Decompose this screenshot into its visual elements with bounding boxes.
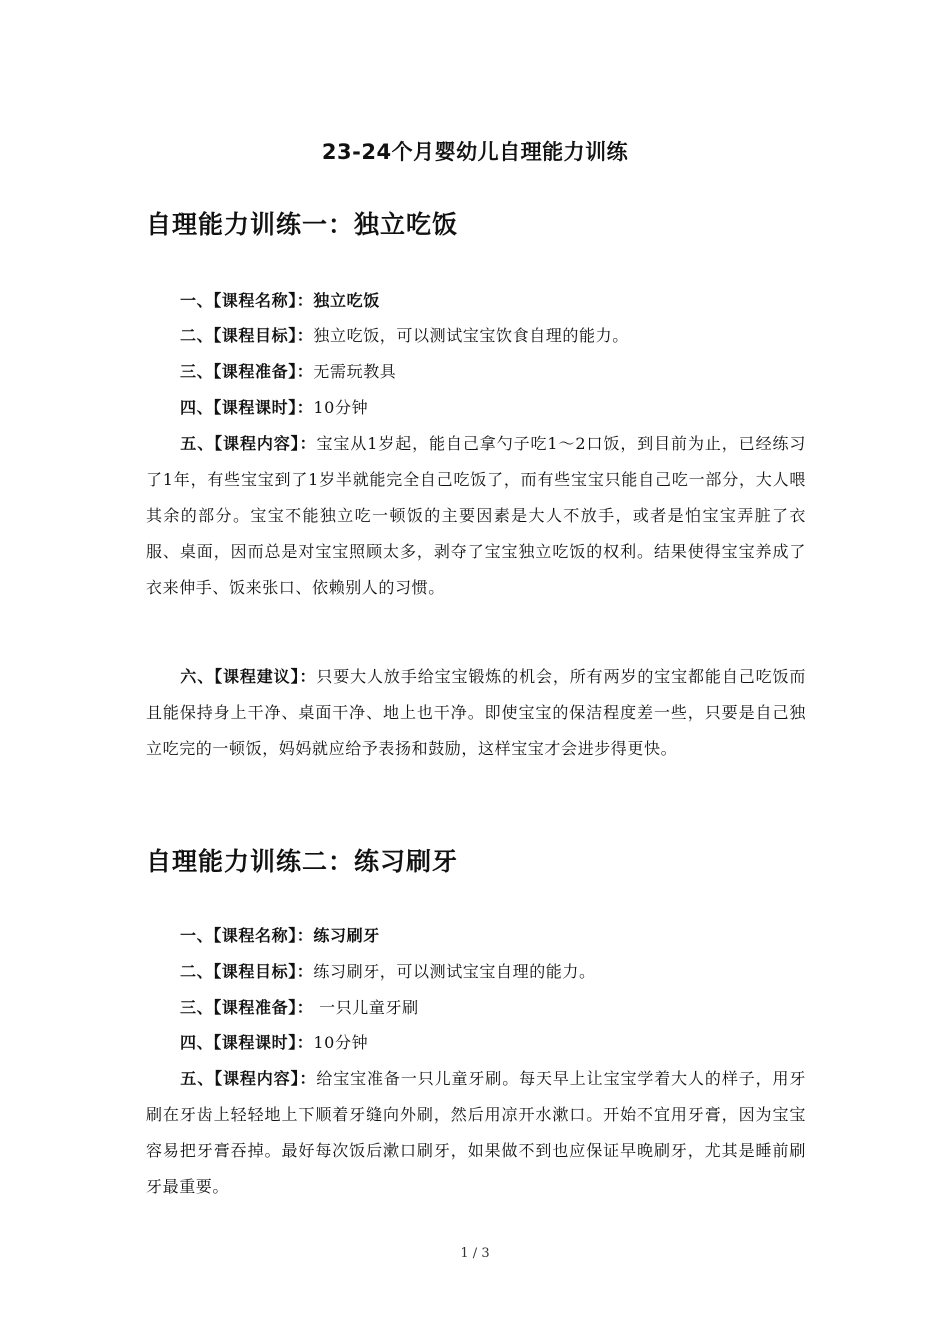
item-text: 独立吃饭 — [313, 291, 380, 310]
course-item — [146, 354, 806, 390]
item-number: 六、 — [180, 667, 215, 686]
item-number: 五、 — [180, 434, 215, 453]
item-number: 五、 — [180, 1069, 215, 1088]
section-heading: 自理能力训练二：练习刷牙 — [146, 847, 459, 876]
item-text: 无需玩教具 — [313, 362, 397, 381]
item-label: 【课程目标】： — [213, 326, 314, 345]
item-number: 四、 — [180, 1033, 214, 1052]
item-text: 练习刷牙 — [313, 926, 380, 945]
course-item — [146, 954, 806, 990]
item-text: 10分钟 — [313, 1033, 369, 1052]
item-label: 【课程准备】： — [213, 362, 314, 381]
section-heading: 自理能力训练一：独立吃饭 — [146, 210, 459, 239]
item-label: 【课程内容】： — [214, 434, 317, 453]
item-text: 宝宝从1岁起，能自己拿勺子吃1～2口饭，到目前为止，已经练习了1年，有些宝宝到了1岁半就能完全自己吃饭了，而有些宝宝只能自己吃一部分，大人喂其余的部分。宝宝不能独立吃一顿饭的主要因素是大人不放手，或者是怕宝宝弄脏了衣服、桌面，因而总是对宝宝照顾太多，剥夺了宝宝独立吃饭的权利。结果使得宝宝养成了衣来伸手、饭来张口、依赖别人的习惯。 — [146, 434, 807, 597]
document-title: 23-24个月婴幼儿自理能力训练 — [321, 140, 629, 164]
item-text: 10分钟 — [313, 398, 369, 417]
item-label: 【课程名称】： — [213, 926, 314, 945]
item-number: 二、 — [180, 326, 214, 345]
item-text: 给宝宝准备一只儿童牙刷。每天早上让宝宝学着大人的样子，用牙刷在牙齿上轻轻地上下顺着牙缝向外刷，然后用凉开水漱口。开始不宜用牙膏，因为宝宝容易把牙膏吞掉。最好每次饭后漱口刷牙，如果做不到也应保证早晚刷牙，尤其是睡前刷牙最重要。 — [146, 1069, 807, 1196]
course-item — [146, 1061, 806, 1205]
item-label: 【课程准备】： — [213, 998, 314, 1017]
course-item — [146, 283, 806, 319]
item-text: 练习刷牙，可以测试宝宝自理的能力。 — [313, 962, 596, 981]
course-item — [146, 318, 806, 354]
item-text: 独立吃饭，可以测试宝宝饮食自理的能力。 — [313, 326, 629, 345]
item-number: 一、 — [180, 291, 214, 310]
course-item — [146, 426, 806, 606]
item-label: 【课程课时】： — [213, 1033, 314, 1052]
item-number: 二、 — [180, 962, 214, 981]
item-number: 三、 — [180, 362, 214, 381]
course-item — [146, 1025, 806, 1061]
item-label: 【课程课时】： — [213, 398, 314, 417]
course-item — [146, 390, 806, 426]
item-number: 一、 — [180, 926, 214, 945]
course-item — [146, 990, 806, 1026]
item-label: 【课程建议】： — [214, 667, 317, 686]
item-label: 【课程目标】： — [213, 962, 314, 981]
page-number: 1 / 3 — [460, 1246, 490, 1261]
course-item — [146, 659, 806, 767]
course-item — [146, 918, 806, 954]
item-label: 【课程内容】： — [214, 1069, 317, 1088]
item-text: 一只儿童牙刷 — [313, 998, 419, 1017]
item-text: 只要大人放手给宝宝锻炼的机会，所有两岁的宝宝都能自己吃饭而且能保持身上干净、桌面干净、地上也干净。即使宝宝的保洁程度差一些，只要是自己独立吃完的一顿饭，妈妈就应给予表扬和鼓励，这样宝宝才会进步得更快。 — [146, 667, 807, 758]
item-label: 【课程名称】： — [213, 291, 314, 310]
item-number: 三、 — [180, 998, 214, 1017]
item-number: 四、 — [180, 398, 214, 417]
